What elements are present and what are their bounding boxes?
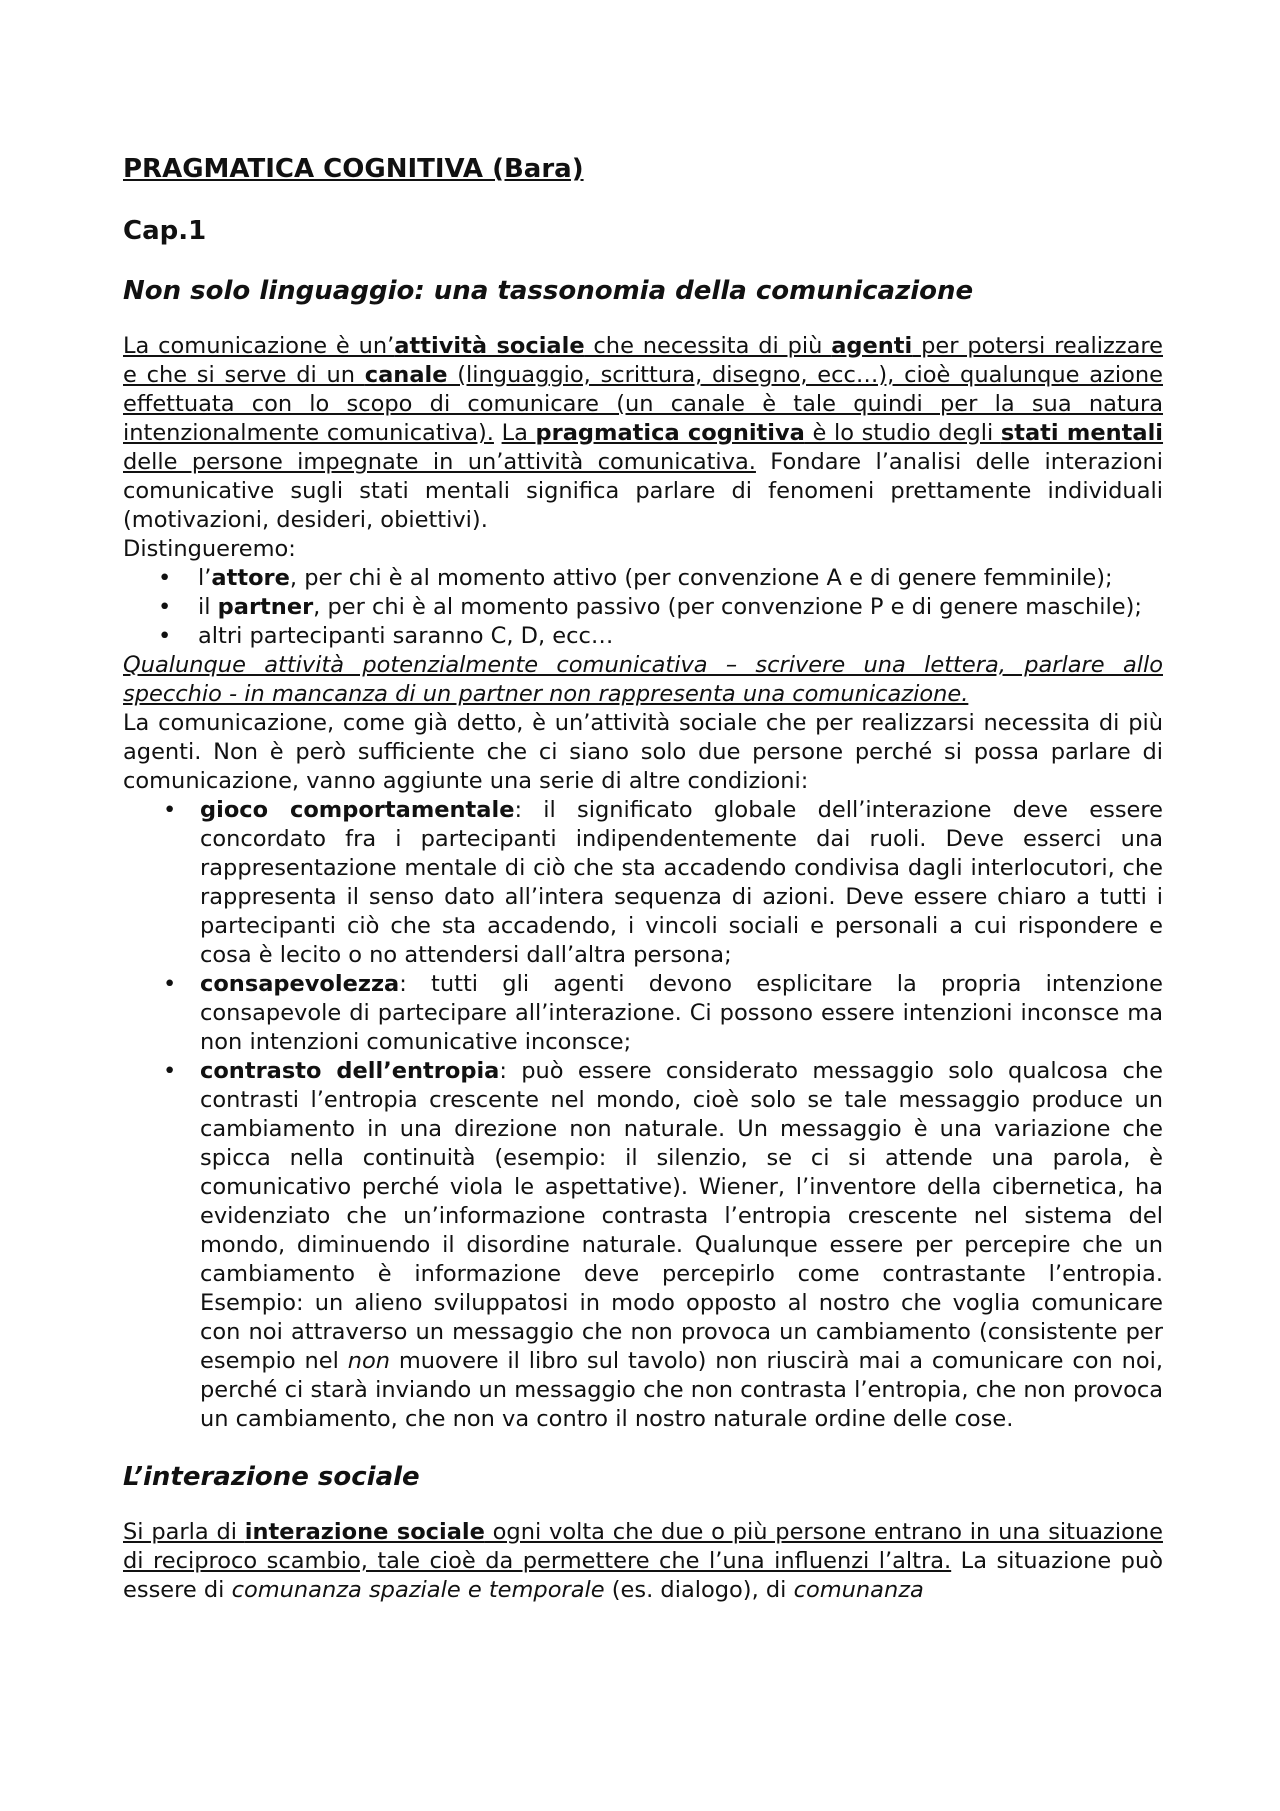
social-interaction-paragraph: Si parla di interazione sociale ogni volta che due o più persone entrano in una situazione di reciproco scambio, tale cioè da permettere che l’una influenzi l’altra. La situazione può essere di comunanza spaziale e temporale (es. dialogo), di comunanza [123,1519,1163,1603]
intro-underlined-definition: La comunicazione è un’attività sociale che necessita di più agenti per potersi realizzare e che si serve di un canale (linguaggio, scrittura, disegno, ecc…), cioè qualunque azione effettuata con lo scopo di comunicare (un canale è tale quindi per la sua natura intenzionalmente comunicativa). [123,333,1163,446]
list-item: • altri partecipanti saranno C, D, ecc… [158,623,614,649]
distingueremo-label: Distingueremo: [123,536,296,562]
bullet-icon: • [163,1058,177,1084]
chapter-heading: Cap.1 [123,216,207,246]
bullet-icon: • [158,623,172,649]
list-item: • l’attore, per chi è al momento attivo (per convenzione A e di genere femminile); [158,565,1113,591]
italic-note: Qualunque attività potenzialmente comunicativa – scrivere una lettera, parlare allo specchio - in mancanza di un partner non rappresenta una comunicazione. [123,652,1163,707]
document-title: PRAGMATICA COGNITIVA (Bara) [123,154,584,184]
bullet-icon: • [163,971,177,997]
pragmatics-definition: La pragmatica cognitiva è lo studio degli stati mentali delle persone impegnate in un’attività comunicativa. [123,420,1164,475]
bullet-icon: • [163,797,177,823]
list-item: • gioco comportamentale: il significato globale dell’interazione deve essere concordato fra i partecipanti indipendentemente dai ruoli. Deve esserci una rappresentazione mentale di ciò che sta accadendo condivisa dagli interlocutori, che rappresenta il senso dato all’intera sequenza di azioni. Deve essere chiaro a tutti i partecipanti ciò che sta accadendo, i vincoli sociali e personali a cui rispondere e cosa è lecito o no attendersi dall’altra persona; [163,797,1163,968]
list-item: • contrasto dell’entropia: può essere considerato messaggio solo qualcosa che contrasti l’entropia crescente nel mondo, cioè solo se tale messaggio produce un cambiamento in una direzione non naturale. Un messaggio è una variazione che spicca nella continuità (esempio: il silenzio, se ci si attende una parola, è comunicativo perché viola le aspettative). Wiener, l’inventore della cibernetica, ha evidenziato che un’informazione contrasta l’entropia crescente nel sistema del mondo, diminuendo il disordine naturale. Qualunque essere per percepire che un cambiamento è informazione deve percepirlo come contrastante l’entropia. Esempio: un alieno sviluppatosi in modo opposto al nostro che voglia comunicare con noi attraverso un messaggio che non provoca un cambiamento (consistente per esempio nel non muovere il libro sul tavolo) non riuscirà mai a comunicare con noi, perché ci starà inviando un messaggio che non contrasta l’entropia, che non provoca un cambiamento, che non va contro il nostro naturale ordine delle cose. [163,1058,1164,1432]
bullet-icon: • [158,594,172,620]
list-item: • il partner, per chi è al momento passivo (per convenzione P e di genere maschile); [158,594,1143,620]
conditions-intro-paragraph: La comunicazione, come già detto, è un’attività sociale che per realizzarsi necessita di più agenti. Non è però sufficiente che ci siano solo due persone perché si possa parlare di comunicazione, vanno aggiunte una serie di altre condizioni: [123,710,1163,794]
roles-list [123,564,1163,651]
section-heading-social-interaction: L’interazione sociale [123,1462,420,1492]
conditions-list [123,796,1163,1434]
bullet-icon: • [158,565,172,591]
intro-paragraph: La comunicazione è un’attività sociale che necessita di più agenti per potersi realizzare e che si serve di un canale (linguaggio, scrittura, disegno, ecc…), cioè qualunque azione effettuata con lo scopo di comunicare (un canale è tale quindi per la sua natura intenzionalmente comunicativa). La pragmatica cognitiva è lo studio degli stati mentali delle persone impegnate in un’attività comunicativa. Fondare l’analisi delle interazioni comunicative sugli stati mentali significa parlare di fenomeni prettamente individuali (motivazioni, desideri, obiettivi). [123,333,1164,533]
social-interaction-definition: Si parla di interazione sociale ogni volta che due o più persone entrano in una situazione di reciproco scambio, tale cioè da permettere che l’una influenzi l’altra. [123,1519,1163,1574]
list-item: • consapevolezza: tutti gli agenti devono esplicitare la propria intenzione consapevole di partecipare all’interazione. Ci possono essere intenzioni inconsce ma non intenzioni comunicative inconsce; [163,971,1163,1055]
section-heading-taxonomy: Non solo linguaggio: una tassonomia della comunicazione [123,276,974,306]
document-page [123,150,1163,1605]
